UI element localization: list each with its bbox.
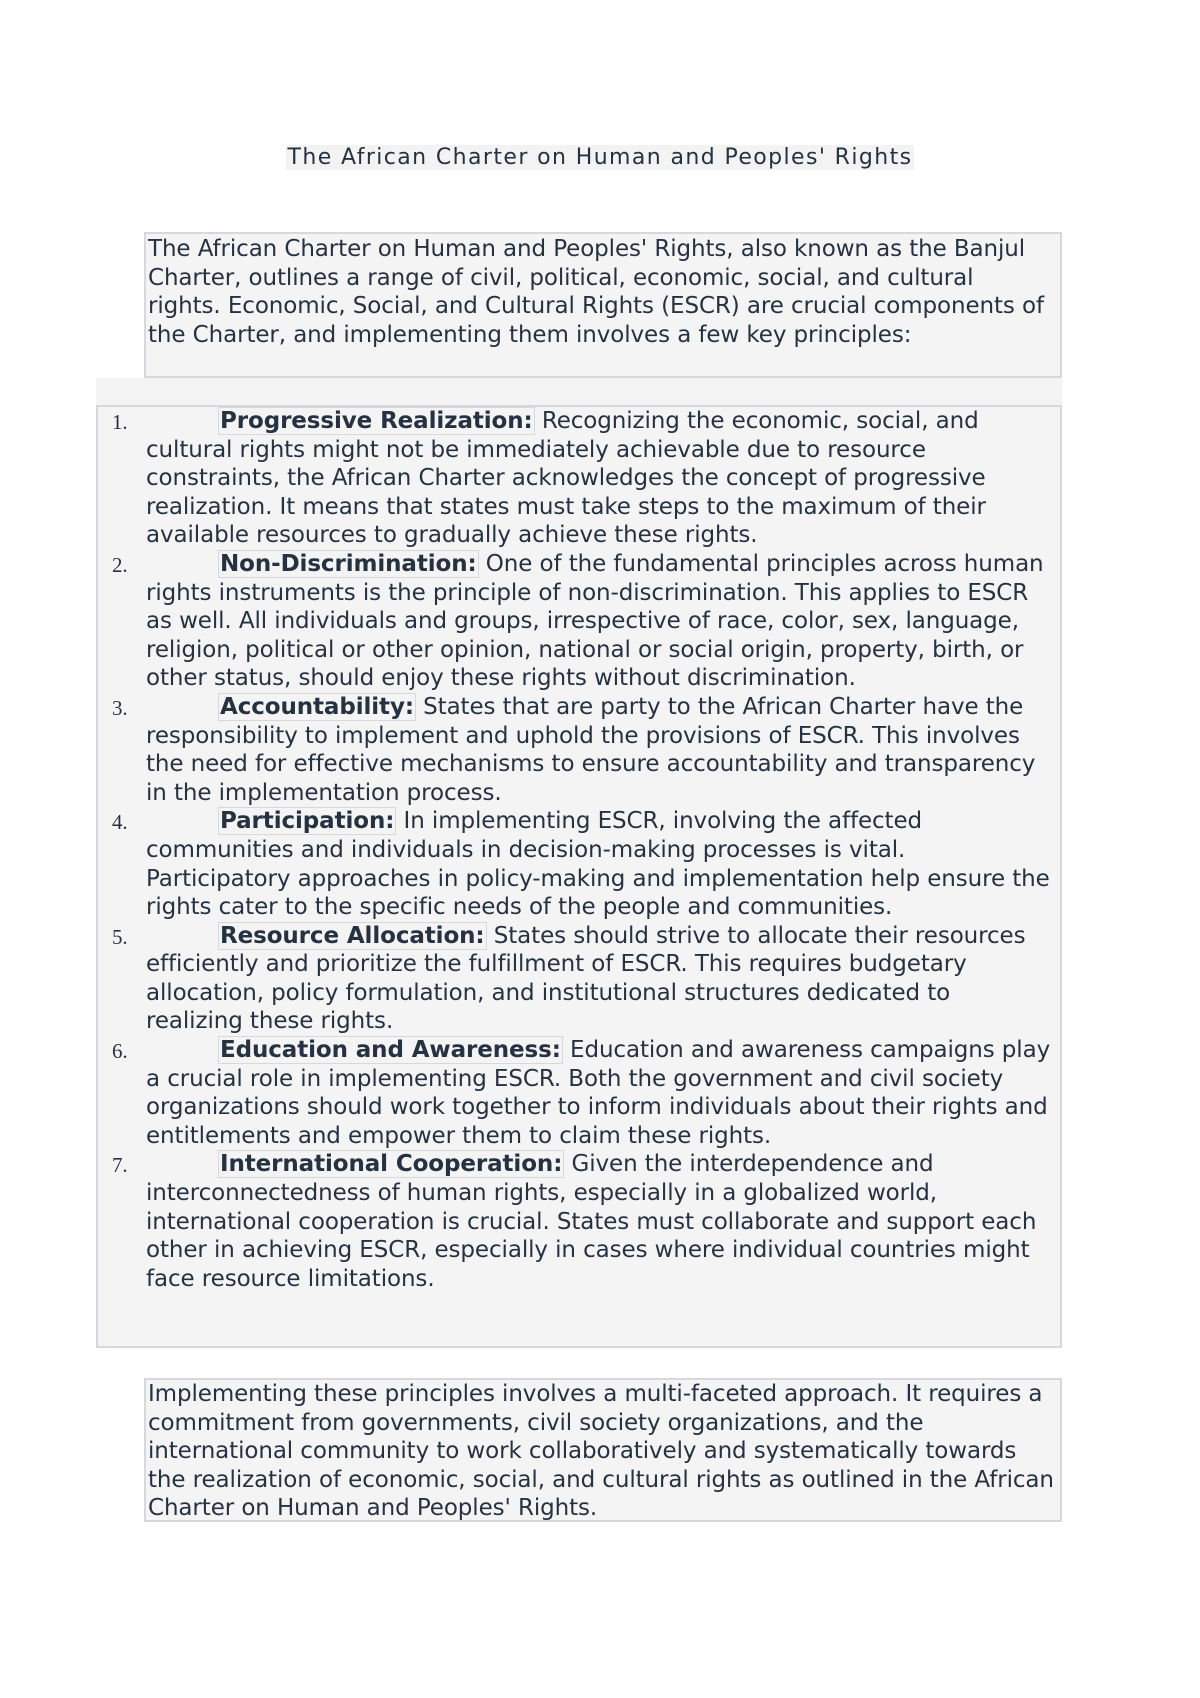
list-item (98, 1150, 1060, 1293)
list-item (98, 550, 1060, 693)
list-item-heading: Resource Allocation: (220, 922, 485, 949)
list-item-number: 7. (112, 1153, 128, 1178)
intro-paragraph: The African Charter on Human and Peoples' Rights, also known as the Banjul Charter, outlines a range of civil, political, economic, social, and cultural rights. Economic, Social, and Cultural Rights (ESCR) are crucial components of the Charter, and implementing them involves a few key principles: (144, 232, 1062, 378)
list-item-heading: Accountability: (220, 693, 414, 720)
list-item (98, 693, 1060, 807)
list-item-text: Education and awareness campaigns play a crucial role in implementing ESCR. Both the government and civil society organizations should work together to inform individuals about their rights and entitlements and empower them to claim these rights. (146, 1037, 1051, 1149)
spacer-band (96, 378, 1062, 405)
list-item-text: Recognizing the economic, social, and cultural rights might not be immediately achievable due to resource constraints, the African Charter acknowledges the concept of progressive realization. It means that states must take steps to the maximum of their available resources to gradually achieve these rights. (146, 408, 986, 549)
document-title (0, 142, 1200, 174)
list-item (98, 1036, 1060, 1150)
list-item-heading: Non-Discrimination: (220, 550, 477, 577)
list-item (98, 407, 1060, 550)
list-item-number: 1. (112, 410, 128, 434)
document-title-text: The African Charter on Human and Peoples' Rights (287, 145, 913, 170)
list-item-text: States that are party to the African Charter have the responsibility to implement and uphold the provisions of ESCR. This involves the need for effective mechanisms to ensure accountability and transparency in the implementation process. (146, 693, 1036, 806)
list-item (98, 922, 1060, 1036)
list-item-heading: Education and Awareness: (220, 1037, 561, 1064)
closing-paragraph: Implementing these principles involves a multi-faceted approach. It requires a commitment from governments, civil society organizations, and the international community to work collaboratively and systematically towards the realization of economic, social, and cultural rights as outlined in the African Charter on Human and Peoples' Rights. (144, 1378, 1062, 1522)
list-item-number: 3. (112, 695, 128, 720)
list-item-text: Given the interdependence and interconnectedness of human rights, especially in a globalized world, international cooperation is crucial. States must collaborate and support each other in achieving ESCR, especially in cases where individual countries might face resource limitations. (146, 1151, 1037, 1292)
list-item-text: States should strive to allocate their resources efficiently and prioritize the fulfillment of ESCR. This requires budgetary allocation, policy formulation, and institutional structures dedicated to realizing these rights. (146, 922, 1026, 1035)
list-item-heading: International Cooperation: (220, 1151, 563, 1178)
principles-list (96, 405, 1062, 1348)
list-item-number: 6. (112, 1039, 128, 1064)
list-item-number: 4. (112, 810, 128, 835)
list-item-heading: Progressive Realization: (220, 408, 533, 434)
list-item-text: In implementing ESCR, involving the affected communities and individuals in decision-making processes is vital. Participatory approaches in policy-making and implementation help ensure the rights cater to the specific needs of the people and communities. (146, 808, 1050, 921)
list-item-heading: Participation: (220, 808, 395, 835)
list-item-number: 2. (112, 552, 128, 577)
list-item (98, 807, 1060, 921)
list-item-text: One of the fundamental principles across human rights instruments is the principle of non-discrimination. This applies to ESCR as well. All individuals and groups, irrespective of race, color, sex, language, religion, political or other opinion, national or social origin, property, birth, or other status, should enjoy these rights without discrimination. (146, 550, 1044, 692)
list-item-number: 5. (112, 924, 128, 949)
